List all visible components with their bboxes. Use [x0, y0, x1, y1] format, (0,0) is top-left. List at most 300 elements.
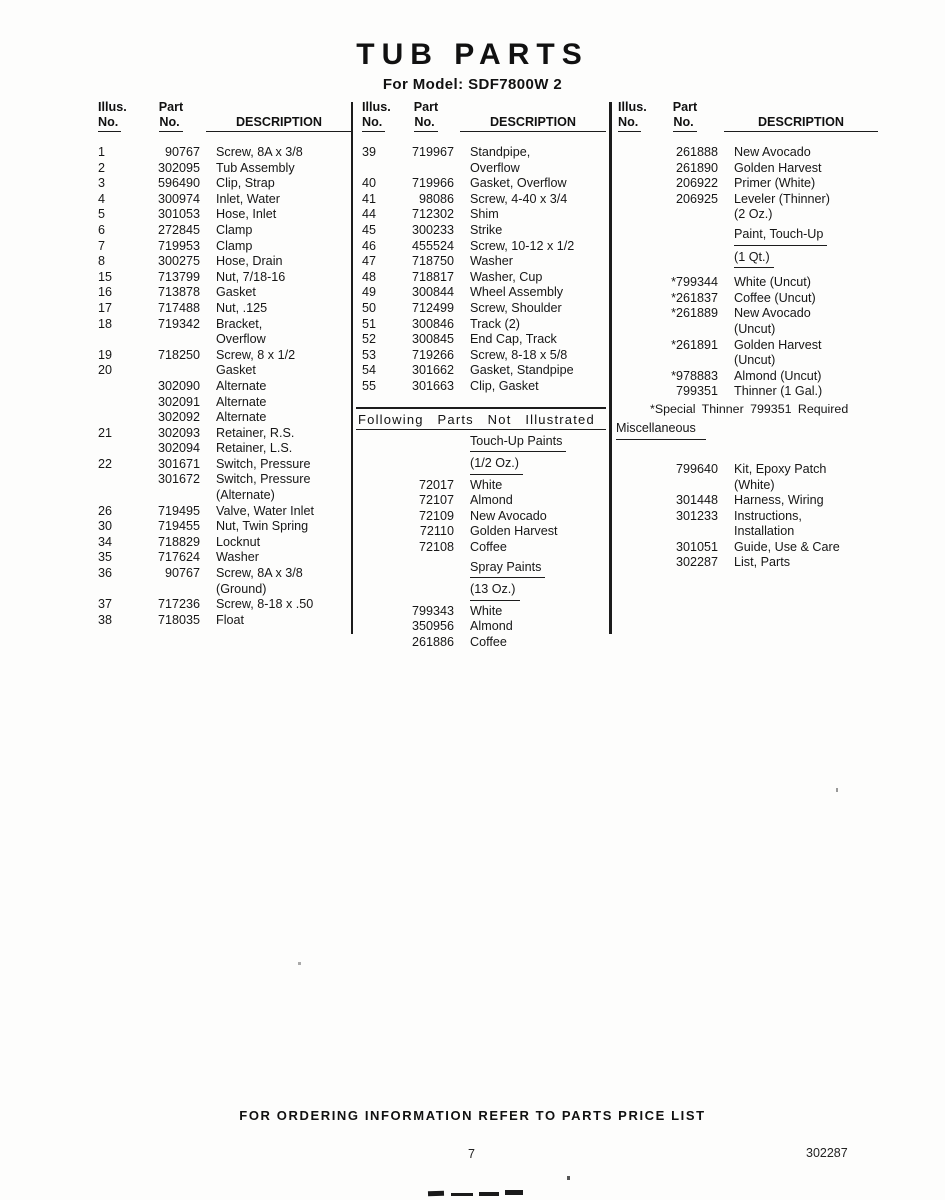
description-cell: New Avocado	[734, 306, 811, 321]
table-row	[90, 176, 352, 192]
illus-no-cell	[618, 176, 652, 192]
part-no-cell: 90767	[164, 566, 200, 581]
illus-no-cell	[362, 493, 398, 509]
illus-no-cell: 20	[98, 363, 113, 378]
table-row	[616, 176, 878, 192]
illus-no-cell	[618, 369, 652, 385]
illus-no-cell: 4	[98, 191, 106, 206]
description-cell: Leveler (Thinner)	[734, 191, 830, 206]
table-row	[356, 348, 606, 364]
description-cell: List, Parts	[734, 555, 790, 570]
table-row	[356, 254, 606, 270]
row-gap	[616, 440, 878, 462]
illus-no-cell	[618, 493, 652, 509]
section-subheading: Spray Paints	[356, 560, 606, 579]
illus-no-cell: 22	[98, 456, 113, 471]
description-cell: Nut, 7/18-16	[216, 269, 286, 284]
illus-no-cell	[98, 488, 142, 504]
part-no-cell: 300844	[411, 285, 454, 300]
table-row	[90, 457, 352, 473]
illus-no-cell	[618, 462, 652, 478]
part-no-cell: 719966	[411, 176, 454, 191]
illus-no-cell: 54	[362, 363, 377, 378]
description-cell: Locknut	[216, 534, 261, 549]
table-row	[356, 176, 606, 192]
illus-no-cell	[618, 384, 652, 400]
description-cell: Alternate	[216, 410, 267, 425]
table-row	[90, 223, 352, 239]
part-no-header: No.	[159, 115, 182, 132]
table-row	[356, 239, 606, 255]
description-cell: Coffee	[470, 540, 507, 555]
description-cell: White (Uncut)	[734, 275, 811, 290]
table-row	[356, 192, 606, 208]
description-cell: Alternate	[216, 394, 267, 409]
table-row	[616, 369, 878, 385]
description-cell: Clamp	[216, 238, 253, 253]
section-subheading: Paint, Touch-Up	[616, 227, 878, 246]
description-header: DESCRIPTION	[460, 115, 606, 132]
part-no-cell: 799343	[411, 603, 454, 618]
description-cell: Screw, 10-12 x 1/2	[470, 238, 575, 253]
description-cell: Hose, Inlet	[216, 207, 277, 222]
description-cell: Almond	[470, 619, 513, 634]
scan-artifact	[451, 1193, 473, 1196]
illus-no-cell	[618, 509, 652, 525]
illus-no-cell	[618, 161, 652, 177]
description-cell: Primer (White)	[734, 176, 816, 191]
part-no-cell: 713878	[157, 285, 200, 300]
description-cell: White	[470, 603, 503, 618]
illus-no-cell	[362, 619, 398, 635]
description-cell: Guide, Use & Care	[734, 539, 840, 554]
illus-no-cell	[98, 379, 142, 395]
table-row	[90, 207, 352, 223]
table-row	[90, 285, 352, 301]
description-cell: End Cap, Track	[470, 332, 557, 347]
part-no-cell	[142, 582, 200, 598]
description-cell: (White)	[734, 477, 775, 492]
description-cell: Installation	[734, 524, 795, 539]
table-row	[356, 301, 606, 317]
part-no-cell: 302092	[157, 410, 200, 425]
section-subheading: (13 Oz.)	[356, 582, 606, 601]
table-row	[616, 192, 878, 208]
table-row	[356, 540, 606, 556]
description-cell: Coffee	[470, 635, 507, 650]
table-row	[90, 613, 352, 629]
illus-no-cell: 18	[98, 316, 113, 331]
table-row	[90, 270, 352, 286]
illus-no-cell: 17	[98, 300, 113, 315]
table-row	[90, 239, 352, 255]
illus-no-cell: 40	[362, 176, 377, 191]
table-row	[90, 348, 352, 364]
part-no-cell: *978883	[671, 368, 718, 383]
description-cell: Hose, Drain	[216, 254, 283, 269]
part-no-cell: 799640	[675, 461, 718, 476]
illus-no-cell	[618, 478, 652, 494]
table-row	[90, 597, 352, 613]
table-row	[90, 504, 352, 520]
illus-no-cell: 1	[98, 145, 106, 159]
description-cell: Clip, Strap	[216, 176, 275, 191]
illus-no-cell: 5	[98, 207, 106, 222]
part-header: Part	[413, 100, 439, 114]
part-no-cell: 718829	[157, 534, 200, 549]
illus-no-cell: 50	[362, 300, 377, 315]
illus-no-cell: 26	[98, 503, 113, 518]
scan-artifact	[567, 1176, 570, 1180]
illus-no-cell: 47	[362, 254, 377, 269]
description-cell: Golden Harvest	[734, 160, 822, 175]
illus-no-cell	[98, 332, 142, 348]
table-row	[616, 462, 878, 478]
part-no-cell: 300846	[411, 316, 454, 331]
description-cell: Golden Harvest	[470, 524, 558, 539]
description-header: DESCRIPTION	[206, 115, 352, 132]
column-header	[90, 100, 352, 142]
illus-no-cell	[618, 540, 652, 556]
illus-no-cell	[618, 207, 652, 223]
part-no-cell: 302095	[157, 160, 200, 175]
part-no-cell	[398, 161, 454, 177]
table-row	[616, 207, 878, 223]
description-cell: Screw, 8A x 3/8	[216, 145, 303, 159]
part-no-cell: 717236	[157, 597, 200, 612]
parts-rows	[356, 145, 606, 651]
description-cell: Clamp	[216, 222, 253, 237]
description-cell: (Uncut)	[734, 321, 776, 336]
table-row	[90, 192, 352, 208]
description-cell: Screw, 8A x 3/8	[216, 566, 303, 581]
table-row	[356, 619, 606, 635]
description-cell: Gasket, Standpipe	[470, 363, 574, 378]
part-no-cell: 261886	[411, 635, 454, 650]
table-row	[90, 426, 352, 442]
part-no-cell: 719342	[157, 316, 200, 331]
part-no-cell	[142, 332, 200, 348]
illus-no-cell	[618, 353, 652, 369]
table-row	[356, 379, 606, 395]
part-no-cell	[652, 478, 718, 494]
part-no-cell: 72107	[418, 493, 454, 508]
part-no-cell: 301671	[157, 456, 200, 471]
scan-artifact	[836, 788, 838, 792]
description-cell: Float	[216, 612, 244, 627]
table-row	[90, 395, 352, 411]
illus-no-cell: 48	[362, 269, 377, 284]
description-cell: Switch, Pressure	[216, 472, 311, 487]
description-cell: Overflow	[470, 160, 520, 175]
description-cell: Washer	[470, 254, 513, 269]
page-title: TUB PARTS	[356, 38, 589, 71]
part-no-cell: 719455	[157, 519, 200, 534]
illus-no-cell: 46	[362, 238, 377, 253]
part-no-cell: 719967	[411, 145, 454, 159]
description-cell: Clip, Gasket	[470, 378, 539, 393]
illus-no-cell	[362, 524, 398, 540]
description-cell: Track (2)	[470, 316, 520, 331]
part-no-cell: 718035	[157, 612, 200, 627]
table-row	[356, 478, 606, 494]
row-gap	[356, 395, 606, 407]
illus-no-cell	[618, 555, 652, 571]
description-cell: New Avocado	[734, 145, 811, 159]
description-cell: Wheel Assembly	[470, 285, 564, 300]
document-number: 302287	[806, 1146, 848, 1160]
illus-no-cell: 52	[362, 332, 377, 347]
illus-no-cell	[362, 161, 398, 177]
scan-artifact	[428, 1191, 444, 1197]
part-no-cell: 302287	[675, 555, 718, 570]
part-no-cell: 300974	[157, 191, 200, 206]
illus-no-cell: 51	[362, 316, 377, 331]
description-cell: Almond	[470, 493, 513, 508]
illus-no-cell: 6	[98, 222, 106, 237]
illus-no-cell	[618, 291, 652, 307]
table-row	[90, 317, 352, 333]
illus-no-cell: 44	[362, 207, 377, 222]
illus-no-cell: 19	[98, 347, 113, 362]
part-no-cell: 719266	[411, 347, 454, 362]
part-no-cell: 350956	[411, 619, 454, 634]
column-header	[356, 100, 606, 142]
part-no-cell: 206922	[675, 176, 718, 191]
illus-no-cell	[618, 322, 652, 338]
part-no-cell: 72017	[418, 477, 454, 492]
part-no-cell: 301051	[675, 539, 718, 554]
illus-no-cell	[98, 472, 142, 488]
part-no-cell: 300233	[411, 222, 454, 237]
illus-no-cell: 38	[98, 612, 113, 627]
part-no-cell	[142, 363, 200, 379]
description-cell: Screw, Shoulder	[470, 300, 562, 315]
description-cell: Tub Assembly	[216, 160, 295, 175]
table-row	[616, 555, 878, 571]
description-cell: Washer, Cup	[470, 269, 543, 284]
ordering-note: FOR ORDERING INFORMATION REFER TO PARTS PRICE LIST	[239, 1108, 706, 1123]
part-no-cell: 719495	[157, 503, 200, 518]
part-no-cell: 300275	[157, 254, 200, 269]
part-no-cell: *261889	[671, 306, 718, 321]
illus-no-cell	[618, 338, 652, 354]
description-cell: Kit, Epoxy Patch	[734, 461, 827, 476]
illus-no-cell	[618, 524, 652, 540]
table-row	[356, 524, 606, 540]
illus-header: Illus.	[98, 100, 127, 114]
part-no-cell: 301448	[675, 493, 718, 508]
description-cell: Bracket,	[216, 316, 263, 331]
illus-no-cell: 45	[362, 222, 377, 237]
table-row	[616, 493, 878, 509]
illus-header: Illus.	[362, 100, 391, 114]
description-cell: Strike	[470, 222, 503, 237]
illus-no-cell: 49	[362, 285, 377, 300]
table-row	[356, 509, 606, 525]
part-no-cell: 717624	[157, 550, 200, 565]
table-row	[356, 207, 606, 223]
table-row	[616, 306, 878, 322]
table-row	[616, 540, 878, 556]
part-header: Part	[158, 100, 184, 114]
table-row	[90, 535, 352, 551]
description-cell: Valve, Water Inlet	[216, 503, 314, 518]
table-row	[356, 363, 606, 379]
part-no-cell: 72108	[418, 540, 454, 555]
part-no-cell	[652, 524, 718, 540]
footnote: *Special Thinner 799351 Required	[650, 401, 849, 416]
table-row	[356, 317, 606, 333]
description-cell: (Uncut)	[734, 353, 776, 368]
illus-no-header: No.	[362, 115, 385, 132]
description-cell: Almond (Uncut)	[734, 368, 822, 383]
part-no-cell: 72109	[418, 508, 454, 523]
description-cell: Overflow	[216, 332, 266, 347]
illus-no-cell	[618, 306, 652, 322]
table-row	[90, 550, 352, 566]
description-cell: Screw, 8-18 x 5/8	[470, 347, 568, 362]
parts-column-3	[616, 100, 878, 571]
part-no-cell	[652, 207, 718, 223]
description-cell: Instructions,	[734, 508, 802, 523]
illus-no-cell: 16	[98, 285, 113, 300]
part-no-cell: 301233	[675, 508, 718, 523]
description-cell: Nut, Twin Spring	[216, 519, 309, 534]
description-cell: Coffee (Uncut)	[734, 290, 816, 305]
description-cell: Screw, 8 x 1/2	[216, 347, 296, 362]
table-row	[356, 493, 606, 509]
illus-no-cell: 30	[98, 519, 113, 534]
description-cell: Screw, 4-40 x 3/4	[470, 191, 568, 206]
part-no-header: No.	[673, 115, 696, 132]
illus-no-cell	[362, 540, 398, 556]
illus-no-cell	[618, 192, 652, 208]
part-no-cell: 455524	[411, 238, 454, 253]
part-no-cell: 712499	[411, 300, 454, 315]
table-row	[616, 338, 878, 354]
part-no-cell: 718817	[411, 269, 454, 284]
part-no-cell: 301672	[157, 472, 200, 487]
description-cell: (2 Oz.)	[734, 207, 773, 222]
illus-no-cell: 53	[362, 347, 377, 362]
column-header	[616, 100, 878, 142]
parts-rows	[90, 145, 352, 628]
illus-no-cell: 55	[362, 378, 377, 393]
parts-column-1	[90, 100, 352, 628]
description-cell: Screw, 8-18 x .50	[216, 597, 314, 612]
scan-artifact	[479, 1192, 499, 1196]
description-cell: Alternate	[216, 378, 267, 393]
part-no-cell	[142, 488, 200, 504]
description-cell: Standpipe,	[470, 145, 531, 159]
part-no-cell: 713799	[157, 269, 200, 284]
table-row	[90, 441, 352, 457]
illus-no-cell: 39	[362, 145, 377, 159]
part-no-cell: 596490	[157, 176, 200, 191]
table-row	[90, 363, 352, 379]
part-no-cell: *261837	[671, 290, 718, 305]
illus-no-cell: 41	[362, 191, 377, 206]
illus-no-cell: 34	[98, 534, 113, 549]
description-cell: Washer	[216, 550, 259, 565]
part-no-cell: 302094	[157, 441, 200, 456]
description-cell: Shim	[470, 207, 499, 222]
table-row	[616, 275, 878, 291]
table-row	[90, 566, 352, 582]
page-number: 7	[468, 1147, 475, 1161]
part-no-header: No.	[414, 115, 437, 132]
table-row	[90, 582, 352, 598]
part-no-cell: 98086	[418, 191, 454, 206]
table-row	[90, 301, 352, 317]
illus-no-cell: 2	[98, 160, 106, 175]
section-subheading: (1 Qt.)	[616, 250, 878, 269]
illus-no-cell: 35	[98, 550, 113, 565]
description-cell: Nut, .125	[216, 300, 268, 315]
illus-no-header: No.	[618, 115, 641, 132]
illus-no-cell	[362, 604, 398, 620]
description-cell: Retainer, R.S.	[216, 425, 295, 440]
part-no-cell: 72110	[419, 524, 454, 539]
part-no-cell: 799351	[675, 384, 718, 399]
table-row	[356, 145, 606, 161]
description-cell: (Alternate)	[216, 488, 275, 503]
part-no-cell: 302093	[157, 425, 200, 440]
description-cell: Gasket	[216, 363, 256, 378]
description-cell: Gasket, Overflow	[470, 176, 567, 191]
table-row	[616, 322, 878, 338]
part-no-cell: 90767	[164, 145, 200, 159]
table-row	[356, 161, 606, 177]
description-cell: New Avocado	[470, 508, 547, 523]
illus-no-cell: 37	[98, 597, 113, 612]
part-no-cell: 718250	[157, 347, 200, 362]
description-header: DESCRIPTION	[724, 115, 878, 132]
part-no-cell	[652, 353, 718, 369]
illus-header: Illus.	[618, 100, 647, 114]
table-row	[90, 379, 352, 395]
table-row	[90, 145, 352, 161]
table-row	[616, 161, 878, 177]
table-row	[356, 635, 606, 651]
part-no-cell: 261888	[675, 145, 718, 159]
illus-no-cell	[98, 410, 142, 426]
section-heading: Miscellaneous	[616, 420, 878, 440]
illus-no-cell: 36	[98, 566, 113, 581]
part-no-cell: 206925	[675, 191, 718, 206]
table-row	[616, 478, 878, 494]
table-row	[90, 332, 352, 348]
not-illustrated-banner: Following Parts Not Illustrated	[356, 407, 606, 430]
part-no-cell: 301663	[411, 378, 454, 393]
parts-column-2	[356, 100, 606, 651]
table-row	[90, 519, 352, 535]
illus-no-cell	[98, 582, 142, 598]
illus-no-cell	[362, 478, 398, 494]
description-cell: Thinner (1 Gal.)	[734, 384, 823, 399]
table-row	[90, 254, 352, 270]
table-row	[616, 509, 878, 525]
part-no-cell: 300845	[411, 332, 454, 347]
part-no-cell: 712302	[411, 207, 454, 222]
part-no-cell: 719953	[157, 238, 200, 253]
illus-no-header: No.	[98, 115, 121, 132]
table-row	[90, 161, 352, 177]
illus-no-cell: 15	[98, 269, 113, 284]
table-row	[356, 285, 606, 301]
part-no-cell: 301662	[411, 363, 454, 378]
